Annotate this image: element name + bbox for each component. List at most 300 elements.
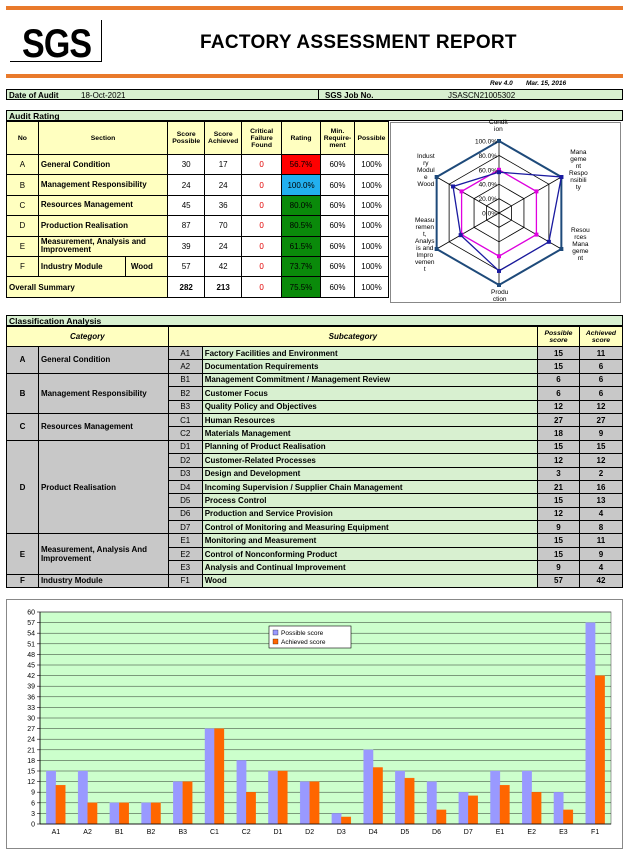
radar-possible-series-marker	[435, 247, 439, 251]
x-tick-label: A1	[51, 829, 61, 836]
radar-axis-label-line: ction	[492, 296, 507, 303]
x-tick-label: C2	[241, 829, 251, 836]
overall-label: Overall Summary	[7, 277, 168, 297]
x-tick-label: D6	[432, 829, 442, 836]
y-tick-label: 15	[27, 768, 35, 776]
category-name: Measurement, Analysis And Improvement	[38, 534, 168, 574]
bar-achieved-E3	[563, 810, 573, 824]
min-requirement: 60%	[320, 216, 354, 236]
audit-row	[7, 175, 389, 195]
critical-failure: 0	[242, 175, 282, 195]
achieved-score: 2	[579, 467, 622, 480]
achieved-score: 13	[579, 494, 622, 507]
radar-axis-label-line: Produ	[491, 289, 509, 296]
radar-axis-label-line: ty	[575, 184, 581, 191]
bar-possible-B1	[110, 803, 120, 824]
bar-possible-D4	[364, 750, 374, 824]
subcategory-code: D3	[168, 467, 202, 480]
radar-chart	[390, 119, 621, 303]
radar-axis-label-line: nt	[577, 255, 584, 262]
audit-overall-row	[7, 277, 389, 297]
rating-value: 80.0%	[282, 195, 321, 215]
radar-axis-label-line: Respo	[569, 170, 588, 177]
bar-achieved-E1	[500, 785, 510, 824]
y-tick-label: 6	[31, 800, 35, 808]
subcategory-code: D6	[168, 507, 202, 520]
radar-axis-label-line: t	[423, 266, 426, 273]
possible-score: 9	[538, 521, 580, 534]
row-section: Management Responsibility	[38, 175, 167, 195]
radar-axis-label	[417, 153, 435, 188]
category-letter: F	[7, 574, 39, 587]
subcategory-code: B3	[168, 400, 202, 413]
y-tick-label: 42	[27, 673, 35, 681]
score-achieved: 17	[205, 155, 242, 175]
x-tick-label: D5	[400, 829, 410, 836]
radar-tick-label: 100.0%	[474, 138, 497, 146]
radar-tick-label: 20.0%	[478, 196, 497, 204]
possible-score: 12	[538, 454, 580, 467]
radar-axis-label	[491, 289, 508, 303]
y-tick-label: 57	[27, 620, 35, 628]
score-possible: 39	[168, 236, 205, 256]
score-achieved: 24	[205, 236, 242, 256]
classification-row	[7, 534, 623, 547]
y-tick-label: 39	[27, 683, 35, 691]
radar-axis-label-line: Analys	[415, 238, 435, 245]
possible-percent: 100%	[354, 216, 388, 236]
critical-failure: 0	[242, 236, 282, 256]
subcategory-label: Wood	[202, 574, 537, 587]
radar-possible-series-marker	[559, 247, 563, 251]
row-section: Measurement, Analysis and Improvement	[38, 236, 167, 256]
score-possible: 282	[168, 277, 205, 297]
radar-axis-label-line: Condit	[489, 119, 508, 126]
job-value: JSASCN21005302	[448, 91, 516, 100]
category-name: Industry Module	[38, 574, 168, 587]
rating-value: 100.0%	[282, 175, 321, 195]
rating-value: 73.7%	[282, 256, 321, 276]
bar-achieved-B3	[183, 782, 193, 824]
audit-row	[7, 236, 389, 256]
classification-title: Classification Analysis	[6, 315, 623, 326]
classification-header-row	[7, 327, 623, 347]
score-bar-chart	[6, 599, 623, 849]
x-tick-label: B1	[115, 829, 124, 836]
classification-row	[7, 413, 623, 426]
x-tick-label: E1	[495, 829, 505, 836]
subcategory-code: A1	[168, 347, 202, 360]
radar-axis-label-line: Mana	[570, 149, 587, 156]
radar-rating-series-marker	[497, 269, 501, 273]
col-possible-score: Possible score	[538, 327, 580, 347]
bar-possible-B2	[142, 803, 152, 824]
bar-achieved-B2	[151, 803, 161, 824]
row-letter: F	[7, 256, 39, 276]
bar-achieved-D1	[278, 771, 288, 824]
y-tick-label: 33	[27, 704, 35, 712]
critical-failure: 0	[242, 155, 282, 175]
audit-rating-table	[6, 121, 389, 298]
y-tick-label: 30	[27, 715, 35, 723]
subcategory-label: Human Resources	[202, 413, 537, 426]
score-achieved: 70	[205, 216, 242, 236]
y-tick-label: 48	[27, 651, 35, 659]
legend-label: Possible score	[281, 630, 324, 637]
bar-achieved-D6	[437, 810, 447, 824]
x-tick-label: D1	[273, 829, 283, 836]
possible-score: 12	[538, 400, 580, 413]
category-name: Management Responsibility	[38, 373, 168, 413]
subcategory-code: B2	[168, 387, 202, 400]
possible-score: 18	[538, 427, 580, 440]
possible-score: 15	[538, 360, 580, 373]
bar-achieved-A1	[56, 785, 66, 824]
radar-min-series-marker	[460, 189, 464, 193]
score-possible: 57	[168, 256, 205, 276]
category-letter: A	[7, 347, 39, 374]
category-letter: E	[7, 534, 39, 574]
x-tick-label: B3	[178, 829, 188, 836]
row-section: Industry Module	[40, 261, 103, 271]
score-achieved: 36	[205, 195, 242, 215]
category-name: Product Realisation	[38, 440, 168, 534]
bar-possible-C2	[237, 760, 247, 824]
bar-achieved-D7	[468, 796, 478, 824]
radar-axis-label	[569, 149, 588, 191]
audit-header-row	[7, 122, 389, 155]
radar-axis-label-line: Measu	[415, 217, 435, 224]
possible-percent: 100%	[354, 175, 388, 195]
bar-achieved-E2	[532, 792, 542, 824]
possible-score: 15	[538, 347, 580, 360]
achieved-score: 9	[579, 547, 622, 560]
radar-min-series-marker	[534, 233, 538, 237]
legend-swatch	[273, 639, 278, 644]
achieved-score: 6	[579, 360, 622, 373]
score-possible: 45	[168, 195, 205, 215]
col-subcategory: Subcategory	[168, 327, 537, 347]
bar-achieved-C2	[246, 792, 256, 824]
audit-row	[7, 155, 389, 175]
achieved-score: 12	[579, 454, 622, 467]
bar-achieved-D2	[310, 782, 320, 824]
possible-score: 9	[538, 561, 580, 574]
subcategory-code: D4	[168, 480, 202, 493]
radar-axis-label-line: geme	[570, 156, 587, 163]
achieved-score: 4	[579, 561, 622, 574]
score-achieved: 24	[205, 175, 242, 195]
subcategory-label: Customer-Related Processes	[202, 454, 537, 467]
radar-axis-label-line: is and	[416, 245, 434, 252]
radar-axis-label-line: nt	[575, 163, 582, 170]
audit-row	[7, 195, 389, 215]
rating-value: 75.5%	[282, 277, 321, 297]
subcategory-code: E1	[168, 534, 202, 547]
subcategory-label: Documentation Requirements	[202, 360, 537, 373]
col-category: Category	[7, 327, 169, 347]
radar-axis-label-line: Modul	[417, 167, 435, 174]
radar-tick-label: 40.0%	[478, 181, 497, 189]
col-score-possible: Score Possible	[168, 122, 205, 155]
row-letter: D	[7, 216, 39, 236]
bar-possible-D1	[268, 771, 278, 824]
radar-axis-label	[571, 227, 590, 262]
possible-score: 6	[538, 387, 580, 400]
subcategory-code: C1	[168, 413, 202, 426]
radar-min-series-marker	[534, 189, 538, 193]
category-letter: D	[7, 440, 39, 534]
min-requirement: 60%	[320, 277, 354, 297]
row-letter: B	[7, 175, 39, 195]
achieved-score: 4	[579, 507, 622, 520]
radar-possible-series-marker	[435, 175, 439, 179]
radar-axis-label-line: Wood	[417, 181, 435, 188]
min-requirement: 60%	[320, 236, 354, 256]
y-tick-label: 3	[31, 810, 35, 818]
possible-percent: 100%	[354, 256, 388, 276]
col-no: No	[7, 122, 39, 155]
col-critical: Critical Failure Found	[242, 122, 282, 155]
radar-axis-label	[489, 119, 508, 133]
achieved-score: 11	[579, 347, 622, 360]
possible-percent: 100%	[354, 277, 388, 297]
job-label: SGS Job No.	[325, 91, 374, 100]
radar-axis-line	[499, 213, 561, 249]
subcategory-label: Control of Nonconforming Product	[202, 547, 537, 560]
achieved-score: 12	[579, 400, 622, 413]
subcategory-code: E2	[168, 547, 202, 560]
row-letter: A	[7, 155, 39, 175]
critical-failure: 0	[242, 277, 282, 297]
bar-possible-E2	[522, 771, 532, 824]
classification-row	[7, 373, 623, 386]
bar-possible-D7	[459, 792, 469, 824]
min-requirement: 60%	[320, 256, 354, 276]
radar-axis-label-line: ion	[494, 126, 503, 133]
bar-achieved-C1	[214, 729, 224, 824]
radar-axis-line	[499, 177, 561, 213]
sgs-logo: SGS	[22, 22, 92, 66]
score-possible: 30	[168, 155, 205, 175]
bar-possible-C1	[205, 729, 215, 824]
audit-rating-title: Audit Rating	[6, 110, 623, 121]
radar-axis-line	[437, 210, 499, 249]
y-tick-label: 12	[27, 779, 35, 787]
radar-rating-series-marker	[459, 233, 463, 237]
x-tick-label: B2	[146, 829, 156, 836]
radar-rating-series-marker	[547, 240, 551, 244]
bar-possible-E1	[490, 771, 500, 824]
y-tick-label: 45	[27, 662, 35, 670]
possible-score: 15	[538, 534, 580, 547]
header-bottom-rule	[6, 74, 623, 78]
radar-tick-label: 0.0%	[482, 210, 497, 218]
radar-possible-series-marker	[497, 283, 501, 287]
possible-score: 27	[538, 413, 580, 426]
row-subsection: Wood	[125, 257, 169, 276]
subcategory-label: Quality Policy and Objectives	[202, 400, 537, 413]
bar-achieved-D5	[405, 778, 415, 824]
category-name: General Condition	[38, 347, 168, 374]
x-tick-label: D7	[463, 829, 473, 836]
possible-percent: 100%	[354, 236, 388, 256]
bar-possible-A2	[78, 771, 88, 824]
bar-achieved-D4	[373, 767, 383, 824]
date-label: Date of Audit	[9, 91, 59, 100]
y-tick-label: 18	[27, 757, 35, 765]
score-achieved: 213	[205, 277, 242, 297]
bar-possible-D2	[300, 782, 310, 824]
bar-possible-F1	[586, 623, 596, 824]
subcategory-label: Customer Focus	[202, 387, 537, 400]
achieved-score: 16	[579, 480, 622, 493]
achieved-score: 6	[579, 387, 622, 400]
score-possible: 87	[168, 216, 205, 236]
job-info-row	[6, 89, 623, 100]
subcategory-code: D2	[168, 454, 202, 467]
subcategory-label: Planning of Product Realisation	[202, 440, 537, 453]
radar-axis-label-line: Impro	[416, 252, 434, 259]
possible-score: 15	[538, 440, 580, 453]
possible-score: 6	[538, 373, 580, 386]
y-tick-label: 27	[27, 726, 35, 734]
critical-failure: 0	[242, 216, 282, 236]
radar-tick-label: 80.0%	[478, 152, 497, 160]
possible-score: 15	[538, 494, 580, 507]
score-possible: 24	[168, 175, 205, 195]
row-section: General Condition	[38, 155, 167, 175]
classification-row	[7, 347, 623, 360]
possible-score: 21	[538, 480, 580, 493]
legend-swatch	[273, 630, 278, 635]
subcategory-code: C2	[168, 427, 202, 440]
radar-tick-label: 60.0%	[478, 167, 497, 175]
rating-value: 61.5%	[282, 236, 321, 256]
bar-achieved-A2	[88, 803, 98, 824]
subcategory-code: F1	[168, 574, 202, 587]
subcategory-label: Control of Monitoring and Measuring Equipment	[202, 521, 537, 534]
subcategory-label: Factory Facilities and Environment	[202, 347, 537, 360]
subcategory-code: A2	[168, 360, 202, 373]
bar-possible-B3	[173, 782, 183, 824]
classification-row	[7, 574, 623, 587]
subcategory-label: Materials Management	[202, 427, 537, 440]
possible-score: 3	[538, 467, 580, 480]
category-letter: B	[7, 373, 39, 413]
radar-axis-label-line: nsibili	[570, 177, 587, 184]
col-rating: Rating	[282, 122, 321, 155]
bar-possible-E3	[554, 792, 564, 824]
rating-value: 80.5%	[282, 216, 321, 236]
row-letter: C	[7, 195, 39, 215]
y-tick-label: 51	[27, 641, 35, 649]
subcategory-label: Monitoring and Measurement	[202, 534, 537, 547]
header-top-rule	[6, 6, 623, 10]
radar-axis-label-line: rces	[574, 234, 587, 241]
radar-axis-label-line: Resou	[571, 227, 590, 234]
x-tick-label: D4	[368, 829, 378, 836]
subcategory-label: Design and Development	[202, 467, 537, 480]
classification-row	[7, 440, 623, 453]
achieved-score: 6	[579, 373, 622, 386]
radar-axis-label-line: vemen	[415, 259, 435, 266]
min-requirement: 60%	[320, 195, 354, 215]
y-tick-label: 60	[27, 609, 35, 617]
achieved-score: 42	[579, 574, 622, 587]
bar-achieved-D3	[341, 817, 351, 824]
achieved-score: 15	[579, 440, 622, 453]
col-score-achieved: Score Achieved	[205, 122, 242, 155]
row-section: Production Realisation	[38, 216, 167, 236]
y-tick-label: 21	[27, 747, 35, 755]
report-title: FACTORY ASSESSMENT REPORT	[200, 32, 517, 53]
achieved-score: 27	[579, 413, 622, 426]
revision: Rev 4.0	[490, 80, 513, 87]
subcategory-code: D1	[168, 440, 202, 453]
bar-possible-D6	[427, 782, 437, 824]
audit-row	[7, 256, 389, 276]
x-tick-label: E3	[559, 829, 568, 836]
subcategory-label: Process Control	[202, 494, 537, 507]
y-tick-label: 36	[27, 694, 35, 702]
subcategory-label: Production and Service Provision	[202, 507, 537, 520]
classification-table	[6, 326, 623, 588]
date-value: 18-Oct-2021	[81, 91, 126, 100]
radar-possible-series-marker	[497, 139, 501, 143]
score-achieved: 42	[205, 256, 242, 276]
y-tick-label: 0	[31, 821, 35, 829]
bar-possible-D5	[395, 771, 405, 824]
critical-failure: 0	[242, 256, 282, 276]
possible-score: 15	[538, 547, 580, 560]
radar-axis-label-line: t,	[422, 231, 427, 238]
radar-axis-label-line: ry	[423, 160, 429, 167]
min-requirement: 60%	[320, 175, 354, 195]
y-tick-label: 54	[27, 630, 35, 638]
bar-achieved-F1	[595, 676, 605, 824]
category-letter: C	[7, 413, 39, 440]
x-tick-label: D2	[305, 829, 315, 836]
critical-failure: 0	[242, 195, 282, 215]
subcategory-code: D7	[168, 521, 202, 534]
radar-axis-label-line: e	[424, 174, 428, 181]
achieved-score: 9	[579, 427, 622, 440]
subcategory-code: E3	[168, 561, 202, 574]
row-letter: E	[7, 236, 39, 256]
radar-rating-series-marker	[559, 175, 563, 179]
radar-axis-label	[415, 217, 435, 273]
subcategory-code: D5	[168, 494, 202, 507]
x-tick-label: A2	[83, 829, 92, 836]
achieved-score: 11	[579, 534, 622, 547]
legend-label: Achieved score	[281, 639, 326, 646]
subcategory-label: Management Commitment / Management Review	[202, 373, 537, 386]
y-tick-label: 9	[31, 789, 35, 797]
col-possible: Possible	[354, 122, 388, 155]
radar-rating-series-marker	[451, 184, 455, 188]
x-tick-label: E2	[527, 829, 536, 836]
bar-chart-svg	[7, 600, 624, 850]
radar-rating-series-marker	[497, 170, 501, 174]
row-section: Resources Management	[38, 195, 167, 215]
possible-score: 57	[538, 574, 580, 587]
achieved-score: 8	[579, 521, 622, 534]
radar-axis-label-line: Indust	[417, 153, 435, 160]
radar-axis-label-line: Mana	[572, 241, 589, 248]
audit-row	[7, 216, 389, 236]
radar-axis-label-line: geme	[572, 248, 589, 255]
